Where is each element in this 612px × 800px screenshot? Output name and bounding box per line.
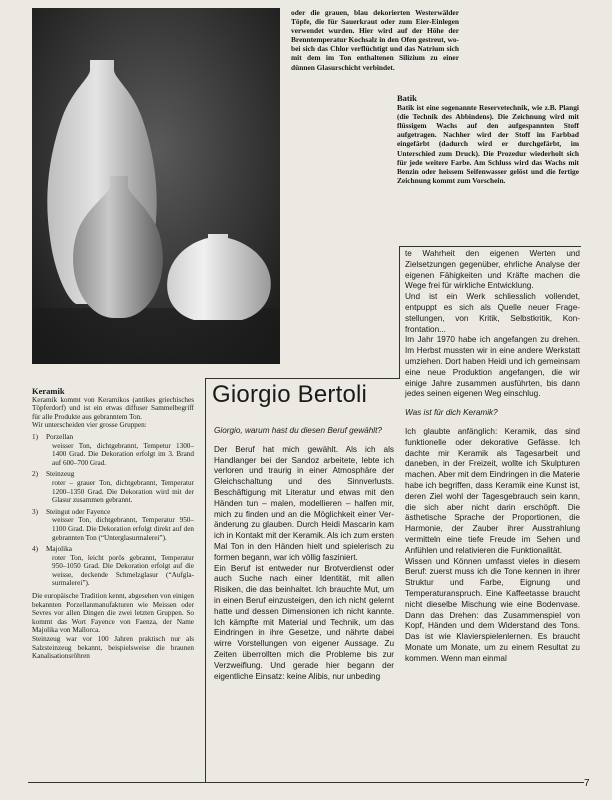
vase-illustration: [32, 8, 280, 364]
article-column-1: [214, 418, 394, 682]
article-column-2: [405, 249, 580, 664]
keramik-sidebar: [32, 387, 194, 661]
group-title: Porzellan: [46, 432, 74, 441]
batik-heading: Batik: [397, 93, 417, 103]
keramik-group: [32, 545, 194, 588]
group-body: roter – grauer Ton, dichtgebrannt, Temperatur 1200–1350 Grad. Die Dekoration wird mit der Glasur zusammen gebrannt.: [52, 478, 194, 505]
salzglasur-text-block: [291, 8, 459, 72]
group-title: Steinzeug: [46, 470, 75, 479]
page-number: 7: [584, 778, 590, 789]
column-divider-line: [205, 378, 206, 782]
keramik-group: [32, 433, 194, 467]
keramik-intro: Keramik kommt von Keramikos (antikes griechisches Töpferdorf) und ist ein etwas diffuser Sammelbegriff für alle Produkte aus gebranntem Ton.: [32, 395, 194, 421]
group-number: 3): [32, 507, 38, 516]
keramik-heading: Keramik: [32, 386, 65, 396]
question-2: Was ist für dich Keramik?: [405, 408, 498, 418]
keramik-groups-intro: Wir unterscheiden vier grosse Gruppen:: [32, 421, 147, 430]
answer-paragraph: Im Jahr 1970 habe ich angefangen zu drehen. Im Herbst mussten wir in eine andere Werkstatt umziehen. Dort haben Heidi und ich gemeinsam eine neue Produktion angefangen, die wir einige Jahre zusammen ausführten, bis dann jedes seinen eigenen Weg einschlug.: [405, 335, 580, 399]
salzglasur-paragraph: oder die grauen, blau dekorierten Westerwälder Töpfe, die für Sauerkraut oder zum Eier-Einlegen verwendet wurden. Hier wird auf der Höhe der Brenntemperatur Kochsalz in den Ofen gestreut, wobei sich das Chlor verflüchtigt und das Natrium sich mit dem im Ton enthaltenen Silizium zu einer dünnen Glasurschicht verbindet.: [291, 8, 459, 72]
keramik-paragraph: Steinzeug war vor 100 Jahren praktisch nur als Salzsteinzeug bekannt, beispielsweise die braunen Kanalisationsröhren: [32, 635, 194, 661]
keramik-group: [32, 470, 194, 504]
answer-paragraph: Der Beruf hat mich gewählt. Als ich als Handlanger bei der Sandoz arbeitete, lebte ich verloren und traurig in einer Atmosphäre der Gleichschaltung und des Sinnverlusts. Beschäftigung mit Literatur und etwas mit den Händen tun – malen, modellieren – halfen mir, mich zu finden und an die Möglichkeit einer Veränderung zu glauben. Durch Heidi Mascarin kam ich in Kontakt mit der Keramik. Als ich zum ersten Mal Ton in den Händen hielt und spielerisch zu formen begann, war ich völlig fasziniert.: [214, 444, 394, 562]
group-number: 1): [32, 432, 38, 441]
vase-photo: [32, 8, 280, 364]
article-title: Giorgio Bertoli: [212, 381, 368, 408]
group-body: weisser Ton, dichtgebrannt, Temperatur 950–1100 Grad. Die Dekoration erfolgt direkt auf den gebrannten Ton (“Unterglasurmalerei”).: [52, 516, 194, 542]
keramik-paragraph: Die europäische Tradition kennt, abgesehen von einigen bekannten Porzellanmanufakturen wie Meissen oder Sevres vor allen Dingen die zwei letzten Gruppen. So kommt das Wort Fayence von Faenza, der Name Majolika von Mallorca.: [32, 592, 194, 635]
answer-paragraph: te Wahrheit den eigenen Werten und Zielsetzungen gegenüber, ehrliche Analyse der eigenen Fähigkeiten und Kräfte machen die Wege frei für wirkliche Entwicklung.: [405, 249, 580, 291]
keramik-group: [32, 508, 194, 542]
group-body: roter Ton, leicht porös gebrannt, Temperatur 950–1050 Grad. Die Dekoration erfolgt auf die weisse, deckende Schmelzglasur (“Aufglasurmalerei”).: [52, 553, 194, 588]
right-frame-line: [399, 246, 581, 247]
batik-paragraph: Batik ist eine sogenannte Reservetechnik, wie z.B. Plangi (die Technik des Abbindens). Die Zeichnung wird mit flüssigem Wachs auf den aufgespannten Stoff aufgetragen. Nachher wird der Stoff im Farbbad eingefärbt (dadurch wird er durchgefärbt, im Unterschied zum Druck). Die Prozedur wiederholt sich für jede weitere Farbe. Am Schluss wird das Wachs mit Benzin oder heissem Seifenwasser gelöst und die fertige Zeichnung kommt zum Vorschein.: [397, 103, 579, 185]
answer-paragraph: Ich glaubte anfänglich: Keramik, das sind funktionelle oder dekorative Gefässe. Ich dachte mir Keramik als Tagesarbeit und daneben, in der Freizeit, wollte ich Skulpturen machen. Aber mit dem Eindringen in die Materie habe ich begriffen, dass Keramik eine Kunst ist, deren Ziel wohl der Tagesgebrauch sein kann, die sich aber nicht darin erschöpft. Die ästhetische Sprache der Proportionen, die Harmonie, der Zauber ihrer Ausstrahlung vermitteln eine tiefe Freude im Sehen und Anfühlen und relativieren die Funktionalität.: [405, 426, 580, 555]
group-title: Majolika: [46, 545, 72, 554]
title-frame-line: [205, 378, 400, 379]
group-body: weisser Ton, dichtgebrannt, Tempetur 1300–1400 Grad. Die Dekoration erfolgt im 3. Brand auf 600–700 Grad.: [52, 441, 194, 467]
column-divider-line: [399, 246, 400, 379]
answer-paragraph: Und ist ein Werk schliesslich vollendet, entpuppt es sich als Quelle neuer Fragestellungen, von Kritik, Selbstkritik, Konfrontation...: [405, 292, 580, 334]
group-number: 4): [32, 545, 38, 554]
bottom-rule: [28, 782, 584, 783]
group-title: Steingut oder Fayence: [46, 507, 111, 516]
answer-paragraph: Ein Beruf ist entweder nur Brotverdienst oder auch Suche nach einer Identität, mit allen Risiken, die das beinhaltet. Ich brauchte Mut, um in einen Beruf einzusteigen, den ich nicht gelernt hatte und dessen Dimensionen ich nicht kannte. Ich kämpfte mit Material und Technik, um das Eindringen in ihre Gesetze, und nährte dabei wirre Vorstellungen von eigener Aussage. Zu Zeiten überrollten mich die Probleme bis zur Verzweiflung. Und gerade hier begann der eigentliche Einsatz: keine Alibis, nur unbeding: [214, 563, 394, 681]
batik-section: [397, 94, 579, 185]
group-number: 2): [32, 470, 38, 479]
question-1: Giorgio, warum hast du diesen Beruf gewählt?: [214, 426, 382, 435]
answer-paragraph: Wissen und Können umfasst vieles in diesem Beruf: zuerst muss ich die Tone kennen in ihrer Struktur und Farbe, Eignung und Temperaturanspruch. Eine Kaffeetasse braucht nicht dieselbe Mischung wie eine Bodenvase. Dann das Drehen: das Zusammenspiel von Kopf, Händen und dem Widerstand des Tons. Das ist wie Klavierspielenlernen. Es braucht Monate um Monate, um zu einem Resultat zu kommen. Wenn man einmal: [405, 556, 580, 663]
